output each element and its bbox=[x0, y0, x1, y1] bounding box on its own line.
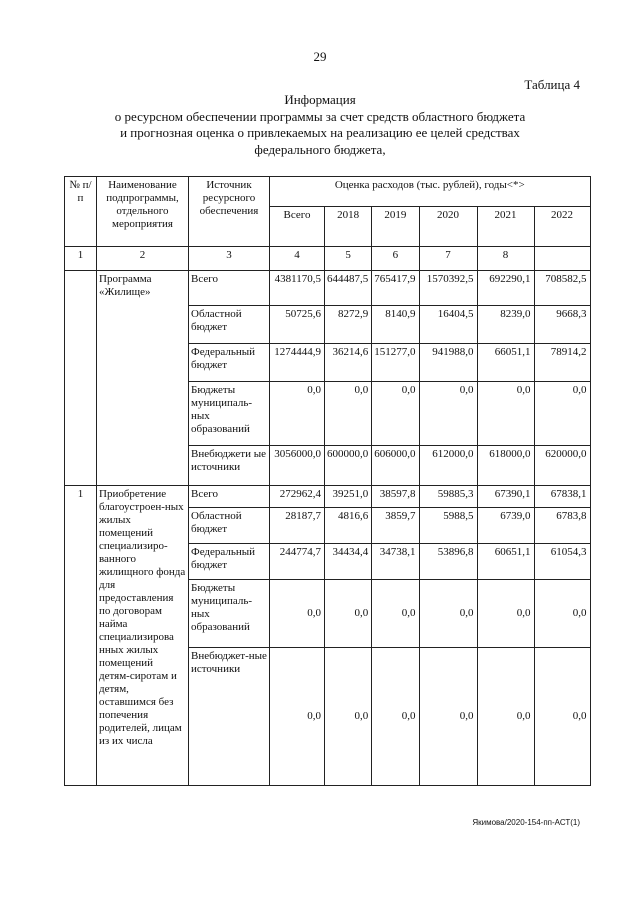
header-year-2019: 2019 bbox=[372, 207, 419, 247]
value-cell: 272962,4 bbox=[270, 486, 325, 508]
value-cell: 708582,5 bbox=[534, 271, 590, 306]
value-cell: 606000,0 bbox=[372, 446, 419, 486]
value-cell: 0,0 bbox=[477, 382, 534, 446]
value-cell: 0,0 bbox=[372, 382, 419, 446]
program-row-total bbox=[65, 271, 591, 306]
value-cell: 765417,9 bbox=[372, 271, 419, 306]
value-cell: 244774,7 bbox=[270, 544, 325, 580]
value-cell: 612000,0 bbox=[419, 446, 477, 486]
value-cell: 3056000,0 bbox=[270, 446, 325, 486]
source-cell: Федеральный бюджет bbox=[189, 544, 270, 580]
value-cell: 53896,8 bbox=[419, 544, 477, 580]
value-cell: 941988,0 bbox=[419, 344, 477, 382]
header-year-2022: 2022 bbox=[534, 207, 590, 247]
value-cell: 0,0 bbox=[325, 382, 372, 446]
value-cell: 16404,5 bbox=[419, 306, 477, 344]
header-year-2018: 2018 bbox=[325, 207, 372, 247]
value-cell: 4381170,5 bbox=[270, 271, 325, 306]
value-cell: 8272,9 bbox=[325, 306, 372, 344]
source-cell: Внебюджет-ные источники bbox=[189, 648, 270, 786]
source-cell: Бюджеты муниципаль-ных образований bbox=[189, 382, 270, 446]
value-cell: 0,0 bbox=[419, 580, 477, 648]
value-cell: 3859,7 bbox=[372, 508, 419, 544]
value-cell: 61054,3 bbox=[534, 544, 590, 580]
value-cell: 6783,8 bbox=[534, 508, 590, 544]
resource-table bbox=[64, 176, 591, 786]
value-cell: 620000,0 bbox=[534, 446, 590, 486]
value-cell: 1274444,9 bbox=[270, 344, 325, 382]
value-cell: 618000,0 bbox=[477, 446, 534, 486]
value-cell: 59885,3 bbox=[419, 486, 477, 508]
program-num bbox=[65, 271, 97, 486]
header-num: № п/п bbox=[65, 177, 97, 247]
value-cell: 6739,0 bbox=[477, 508, 534, 544]
col-number bbox=[534, 247, 590, 271]
value-cell: 9668,3 bbox=[534, 306, 590, 344]
value-cell: 67838,1 bbox=[534, 486, 590, 508]
value-cell: 60651,1 bbox=[477, 544, 534, 580]
header-year-2020: 2020 bbox=[419, 207, 477, 247]
heading-line-2: о ресурсном обеспечении программы за счет средств областного бюджета bbox=[114, 108, 526, 124]
value-cell: 67390,1 bbox=[477, 486, 534, 508]
col-number: 8 bbox=[477, 247, 534, 271]
header-source: Источник ресурсного обеспечения bbox=[189, 177, 270, 247]
col-number: 7 bbox=[419, 247, 477, 271]
value-cell: 600000,0 bbox=[325, 446, 372, 486]
header-year-2021: 2021 bbox=[477, 207, 534, 247]
header-row-1 bbox=[65, 177, 591, 207]
heading-line-3: и прогнозная оценка о привлекаемых на реализацию ее целей средствах bbox=[120, 125, 520, 140]
value-cell: 4816,6 bbox=[325, 508, 372, 544]
source-cell: Областной бюджет bbox=[189, 508, 270, 544]
value-cell: 0,0 bbox=[419, 648, 477, 786]
source-cell: Всего bbox=[189, 271, 270, 306]
col-number: 5 bbox=[325, 247, 372, 271]
col-number: 6 bbox=[372, 247, 419, 271]
value-cell: 36214,6 bbox=[325, 344, 372, 382]
col-number: 4 bbox=[270, 247, 325, 271]
source-cell: Всего bbox=[189, 486, 270, 508]
source-cell: Внебюджети ые источники bbox=[189, 446, 270, 486]
value-cell: 78914,2 bbox=[534, 344, 590, 382]
value-cell: 151277,0 bbox=[372, 344, 419, 382]
value-cell: 0,0 bbox=[372, 580, 419, 648]
value-cell: 0,0 bbox=[534, 648, 590, 786]
page-number: 29 bbox=[313, 49, 327, 64]
col-number: 1 bbox=[65, 247, 97, 271]
header-name: Наименование подпрограммы, отдельного мероприятия bbox=[97, 177, 189, 247]
header-total: Всего bbox=[270, 207, 325, 247]
measure-row-total bbox=[65, 486, 591, 508]
value-cell: 0,0 bbox=[419, 382, 477, 446]
value-cell: 0,0 bbox=[270, 648, 325, 786]
value-cell: 0,0 bbox=[534, 580, 590, 648]
value-cell: 0,0 bbox=[270, 580, 325, 648]
col-number: 2 bbox=[97, 247, 189, 271]
value-cell: 0,0 bbox=[325, 648, 372, 786]
document-heading bbox=[0, 92, 640, 158]
source-cell: Областной бюджет bbox=[189, 306, 270, 344]
source-cell: Бюджеты муниципаль-ных образований bbox=[189, 580, 270, 648]
value-cell: 28187,7 bbox=[270, 508, 325, 544]
source-cell: Федеральный бюджет bbox=[189, 344, 270, 382]
value-cell: 644487,5 bbox=[325, 271, 372, 306]
program-name: Программа «Жилище» bbox=[97, 271, 189, 486]
value-cell: 0,0 bbox=[372, 648, 419, 786]
value-cell: 692290,1 bbox=[477, 271, 534, 306]
footer-code: Якимова/2020-154-пп-АСТ(1) bbox=[472, 818, 580, 827]
col-number: 3 bbox=[189, 247, 270, 271]
value-cell: 1570392,5 bbox=[419, 271, 477, 306]
value-cell: 34738,1 bbox=[372, 544, 419, 580]
value-cell: 8140,9 bbox=[372, 306, 419, 344]
value-cell: 0,0 bbox=[270, 382, 325, 446]
value-cell: 0,0 bbox=[534, 382, 590, 446]
header-estimate: Оценка расходов (тыс. рублей), годы<*> bbox=[270, 177, 591, 207]
value-cell: 66051,1 bbox=[477, 344, 534, 382]
value-cell: 50725,6 bbox=[270, 306, 325, 344]
measure-num: 1 bbox=[65, 486, 97, 786]
value-cell: 39251,0 bbox=[325, 486, 372, 508]
column-number-row bbox=[65, 247, 591, 271]
value-cell: 34434,4 bbox=[325, 544, 372, 580]
table-label: Таблица 4 bbox=[524, 77, 580, 92]
heading-line-1: Информация bbox=[284, 92, 356, 107]
measure-name: Приобретение благоустроен-ных жилых помещений специализиро-ванного жилищного фонда для предоставления по договорам найма специализирова нных жилых помещений детям-сиротам и детям, оставшимся без попечения родителей, лицам из их числа bbox=[97, 486, 189, 786]
value-cell: 5988,5 bbox=[419, 508, 477, 544]
value-cell: 38597,8 bbox=[372, 486, 419, 508]
value-cell: 8239,0 bbox=[477, 306, 534, 344]
value-cell: 0,0 bbox=[325, 580, 372, 648]
heading-line-4: федерального бюджета, bbox=[254, 141, 386, 157]
value-cell: 0,0 bbox=[477, 580, 534, 648]
value-cell: 0,0 bbox=[477, 648, 534, 786]
